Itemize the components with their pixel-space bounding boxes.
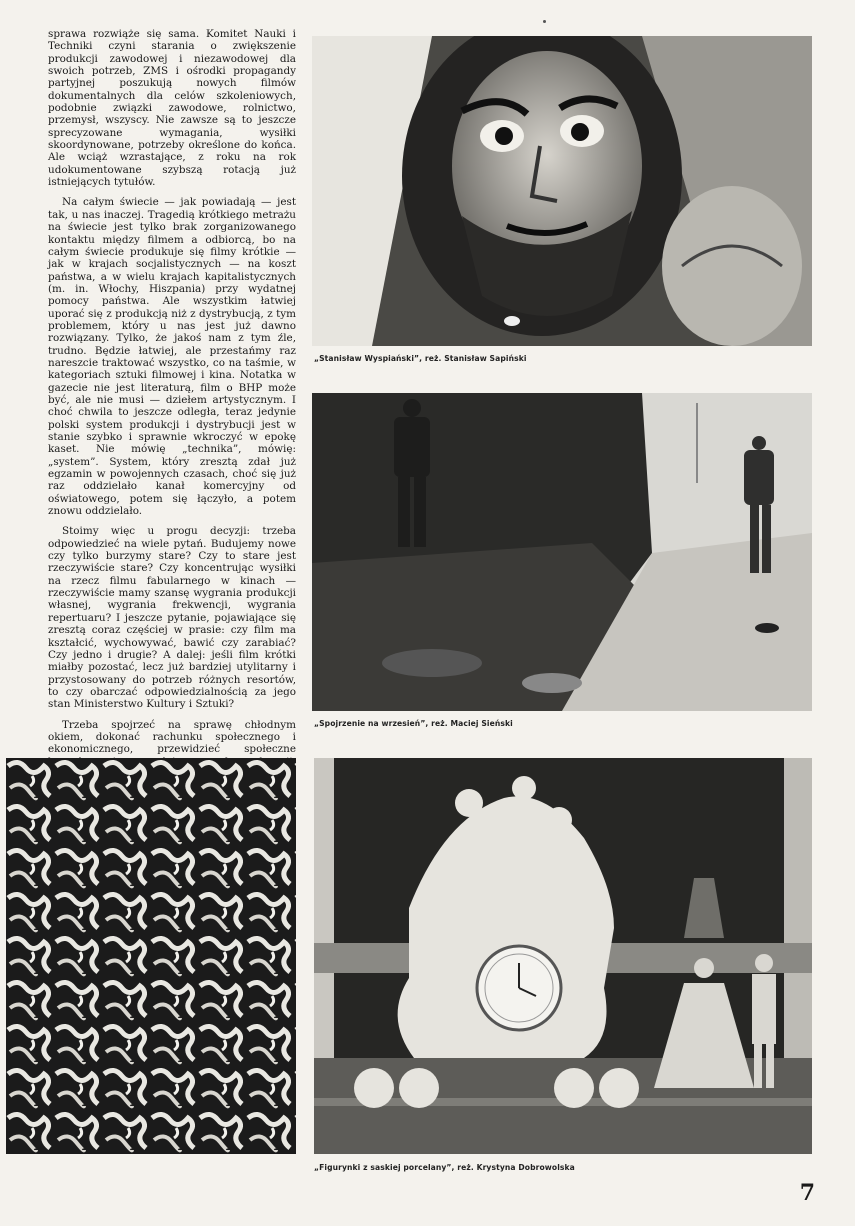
photo-abstract-pattern	[6, 758, 296, 1154]
soldiers-illustration	[312, 393, 812, 711]
article-paragraph: sprawa rozwiąże się sama. Komitet Nauki i Techniki czyni starania o zwiększenie produkcji zawodowej i niezawodowej dla swoich potrzeb, ZMS i ośrodki propagandy partyjnej poszukują nowych filmów dokumentalnych dla celów szkoleniowych, podobnie związki zawodowe, rolnictwo, przemysł, wszyscy. Nie zawsze są to jeszcze sprecyzowane wymagania, wysiłki skoordynowane, potrzeby określone do końca. Ale wciąż wzrastające, z roku na rok udokumentowane szybszą rotacją już istniejących tytułów.	[48, 28, 296, 189]
photo-wyspianski-portrait	[312, 36, 812, 346]
caption-photo4: „Figurynki z saskiej porcelany”, reż. Krystyna Dobrowolska	[314, 1163, 575, 1172]
abstract-pattern-illustration	[6, 758, 296, 1154]
caption-photo1: „Stanisław Wyspiański”, reż. Stanisław Sapiński	[314, 354, 527, 363]
caption-photo2: „Spojrzenie na wrzesień”, reż. Maciej Sieński	[314, 719, 513, 728]
article-paragraph: Na całym świecie — jak powiadają — jest tak, u nas inaczej. Tragedią krótkiego metrażu na świecie jest tylko brak zorganizowanego kontaktu między filmem a odbiorcą, bo na całym świecie produkuje się filmy krótkie — jak w krajach socjalistycznych — na koszt państwa, a w wielu krajach kapitalistycznych (m. in. Włochy, Hiszpania) przy wydatnej pomocy państwa. Ale wszystkim łatwiej uporać się z produkcją niż z dystrybucją, z tym problemem, który u nas jest już dawno rozwiązany. Tylko, że jakoś nam z tym źle, trudno. Będzie łatwiej, ale przestańmy raz nareszcie traktować wszystko, co na taśmie, w kategoriach sztuki filmowej i kina. Notatka w gazecie nie jest literaturą, film o BHP może być, ale nie musi — dziełem artystycznym. I choć chwila to jeszcze odległa, teraz jedynie polski system produkcji i dystrybucji jest w stanie szybko i sprawnie wkroczyć w epokę kaset. Nie mówię „technika”, mówię: „system”. System, który zresztą zdał już egzamin w powojennych czasach, choć się już raz oddzielało kanał komercyjny od oświatowego, potem się łączyło, a potem znowu oddzielało.	[48, 196, 296, 518]
porcelain-illustration	[314, 758, 812, 1154]
article-paragraph: Stoimy więc u progu decyzji: trzeba odpowiedzieć na wiele pytań. Budujemy nowe czy tylko burzymy stare? Czy to stare jest rzeczywiście stare? Czy koncentrując wysiłki na rzecz filmu fabularnego w kinach — rzeczywiście mamy szansę wygrania produkcji własnej, wygrania frekwencji, wygrania repertuaru? I jeszcze pytanie, pojawiające się zresztą coraz częściej w prasie: czy film ma kształcić, wychowywać, bawić czy zarabiać? Czy jedno i drugie? A dalej: jeśli film krótki miałby pozostać, lecz już bardziej utylitarny i przystosowany do potrzeb różnych resortów, to czy obarczać odpowiedzialnością za jego stan Ministerstwo Kultury i Sztuki?	[48, 525, 296, 711]
page-number: 7	[799, 1180, 815, 1206]
photo-porcelain-figurines	[314, 758, 812, 1154]
article-text-column	[48, 28, 296, 862]
photo-soldiers-field	[312, 393, 812, 711]
print-speck	[543, 20, 546, 23]
portrait-illustration	[312, 36, 812, 346]
article-paragraph: Trzeba spojrzeć na sprawę chłodnym okiem, dokonać rachunku społecznego i ekonomicznego, przewidzieć społeczne	[48, 718, 296, 756]
